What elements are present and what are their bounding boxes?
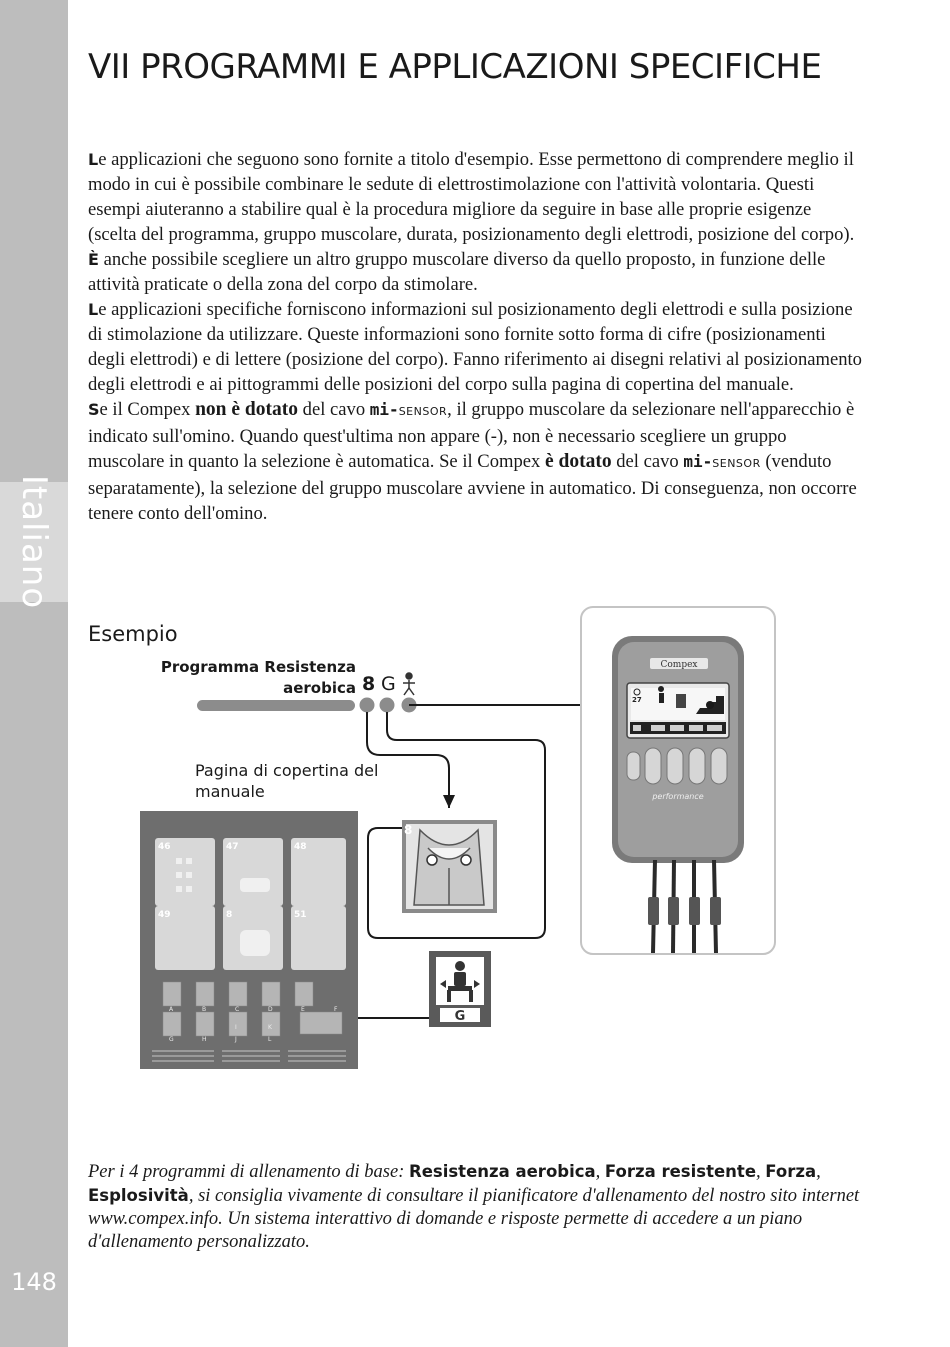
page-title: VII PROGRAMMI E APPLICAZIONI SPECIFICHE xyxy=(88,47,822,87)
cover-position-label: G xyxy=(169,1036,174,1043)
program-name-bold: Forza resistente xyxy=(604,1162,757,1181)
connector-dot xyxy=(706,701,714,709)
electrode-tile-label: 8 xyxy=(404,823,413,837)
drop-cap: È xyxy=(88,250,99,269)
person-pictogram-icon xyxy=(403,673,415,695)
cover-position-label: I xyxy=(235,1024,237,1031)
language-label: Italiano xyxy=(14,474,54,610)
footer-note xyxy=(88,1160,868,1254)
cover-position-label: C xyxy=(235,1006,240,1013)
cover-position-label: J xyxy=(235,1036,237,1043)
drop-cap: L xyxy=(88,300,99,319)
position-tile-label: G xyxy=(454,1009,466,1024)
manual-cover-image xyxy=(140,811,358,1069)
mi-logo: mi- xyxy=(683,452,713,471)
cover-position-label: E xyxy=(301,1006,305,1013)
cover-position-label: D xyxy=(268,1006,273,1013)
electrode-placement-tile xyxy=(402,820,497,913)
paragraph-text: del cavo xyxy=(298,399,370,420)
position-letter: G xyxy=(381,673,396,695)
program-bar xyxy=(197,700,355,711)
footer-text: , si consiglia vivamente di consultare il pianificatore d'allenamento del nostro sito internet www.compex.info. Un sistema interattivo di domande e risposte permette di accedere a un piano d'allenamento personalizzato. xyxy=(88,1186,860,1252)
paragraph-text: (venduto separatamente), la selezione del gruppo muscolare avviene in automatico. Di conseguenza, non occorre tenere conto dell'omino. xyxy=(88,451,857,524)
footer-text: Per i 4 programmi di allenamento di base: xyxy=(88,1162,409,1182)
program-name-bold: Forza xyxy=(765,1162,817,1181)
cover-tile-label: 47 xyxy=(226,842,239,852)
footer-text: , xyxy=(816,1162,821,1182)
device-brand: Compex xyxy=(660,660,698,670)
connector-dot xyxy=(360,698,375,713)
compex-device-image xyxy=(581,607,775,954)
paragraph-text: e il Compex xyxy=(99,399,196,420)
emphasis-not-equipped: non è dotato xyxy=(195,399,299,420)
cover-position-label: A xyxy=(169,1006,174,1013)
cover-tile-label: 49 xyxy=(158,910,171,920)
drop-cap: S xyxy=(88,400,100,419)
cover-position-label: F xyxy=(334,1006,338,1013)
program-name-bold: Resistenza aerobica xyxy=(408,1162,596,1181)
cover-tile-label: 46 xyxy=(158,842,171,852)
drop-cap: L xyxy=(88,150,99,169)
device-model: performance xyxy=(652,792,704,801)
device-screen-value: 27 xyxy=(632,696,642,704)
cover-position-label: L xyxy=(268,1036,272,1043)
paragraph-text: anche possibile scegliere un altro gruppo muscolare diverso da quello proposto, in funzione delle attività praticate o della zona del corpo da stimolare. xyxy=(88,249,826,295)
page-number: 148 xyxy=(11,1268,57,1296)
emphasis-equipped: è dotato xyxy=(544,451,612,472)
program-name-line: aerobica xyxy=(283,679,356,697)
cover-position-label: H xyxy=(202,1036,207,1043)
paragraph-text: del cavo xyxy=(611,451,684,472)
cover-position-label: B xyxy=(202,1006,207,1013)
program-name-line: Programma Resistenza xyxy=(160,658,356,676)
cover-tile-label: 51 xyxy=(294,910,307,920)
program-name-bold: Esplosività xyxy=(88,1186,189,1205)
paragraph-text: e applicazioni specifiche forniscono informazioni sul posizionamento degli elettrodi e sulla posizione di stimolazione da utilizzare. Queste informazioni sono fornite sotto forma di cifre (posizionamenti degli elettrodi) e di lettere (posizione del corpo). Fanno riferimento ai disegni relativi al posizionamento degli elettrodi e ai pittogrammi delle posizioni del corpo sulla pagina di copertina del manuale. xyxy=(88,299,862,395)
arrow-head-icon xyxy=(443,795,455,808)
cover-caption: Pagina di copertina del manuale xyxy=(195,761,379,801)
footer-text: , xyxy=(756,1162,766,1182)
cover-tile-label: 48 xyxy=(294,842,307,852)
program-number: 8 xyxy=(362,673,376,695)
body-position-tile xyxy=(429,951,491,1027)
sensor-logo: SENSOR xyxy=(712,457,761,470)
sensor-logo: SENSOR xyxy=(398,405,448,418)
paragraph-text: , il gruppo muscolare da selezionare nell'apparecchio è indicato sull'omino. Quando quest'ultima non appare (-), non è necessario scegliere un gruppo muscolare in quanto la selezione è automatica. Se il Compex xyxy=(88,399,855,472)
example-heading: Esempio xyxy=(88,622,178,646)
connector-dot xyxy=(380,698,395,713)
mi-logo: mi- xyxy=(369,400,399,419)
cover-position-label: K xyxy=(268,1024,272,1031)
cover-tile-label: 8 xyxy=(226,910,233,920)
footer-text: , xyxy=(595,1162,605,1182)
paragraph-text: e applicazioni che seguono sono fornite a titolo d'esempio. Esse permettono di comprendere meglio il modo in cui è possibile combinare le sedute di elettrostimolazione con l'attività volontaria. Questi esempi aiuteranno a stabilire qual è la procedura migliore da seguire in base alle proprie esigenze (scelta del programma, gruppo muscolare, durata, posizionamento degli elettrodi, posizione del corpo). xyxy=(88,149,855,245)
